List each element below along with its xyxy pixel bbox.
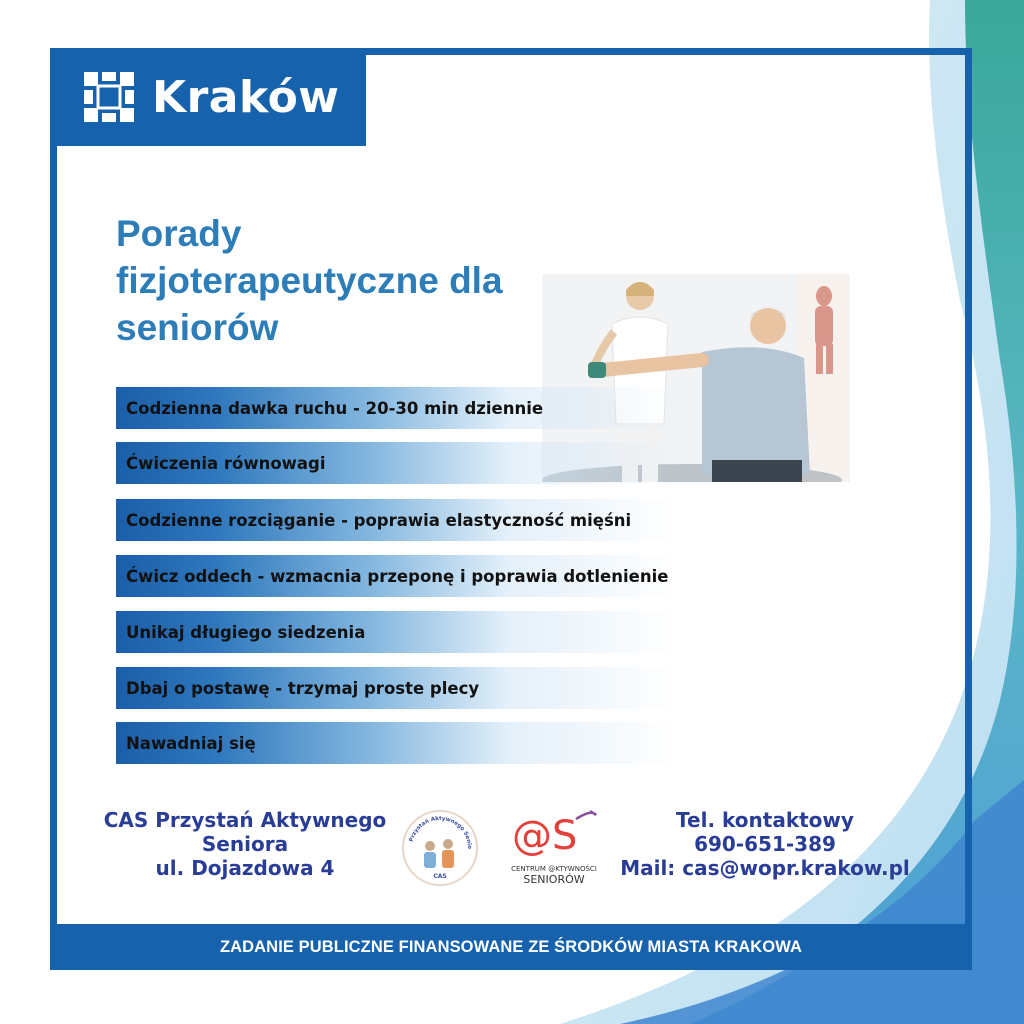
tip-label: Unikaj długiego siedzenia [126, 622, 366, 642]
tip-label: Codzienne rozciąganie - poprawia elastyczność mięśni [126, 510, 632, 530]
tip-item [116, 667, 676, 709]
address-line-2: Seniora [201, 832, 289, 856]
krakow-city-logo-icon [82, 70, 136, 124]
page-title [116, 210, 576, 351]
title-line-2: fizjoterapeutyczne dla [116, 260, 503, 301]
tip-item [116, 722, 676, 764]
contact-label: Tel. kontaktowy [676, 808, 854, 832]
tip-item [116, 387, 676, 429]
centrum-aktywnosci-logo [506, 805, 602, 893]
centrum-logo-mark: @S [512, 813, 578, 859]
address-line-1: CAS Przystań Aktywnego [103, 808, 387, 832]
tip-label: Ćwicz oddech - wzmacnia przeponę i poprawia dotlenienie [126, 566, 669, 586]
tip-item [116, 555, 676, 597]
cas-logo [400, 808, 480, 888]
title-line-3: seniorów [116, 307, 279, 348]
tip-item [116, 499, 676, 541]
tip-label: Dbaj o postawę - trzymaj proste plecy [126, 678, 480, 698]
tip-label: Nawadniaj się [126, 733, 256, 753]
contact-phone: 690-651-389 [694, 832, 836, 856]
cas-logo-label: CAS [433, 873, 447, 880]
funding-text: ZADANIE PUBLICZNE FINANSOWANE ZE ŚRODKÓW MIASTA KRAKOWA [219, 937, 803, 956]
funding-banner [50, 924, 972, 970]
cas-logo-arc-text: Przystań Aktywnego Senio [408, 815, 473, 850]
address-block [80, 808, 410, 880]
address-line-3: ul. Dojazdowa 4 [155, 856, 335, 880]
tip-item [116, 442, 676, 484]
title-line-1: Porady [116, 213, 242, 254]
krakow-logo-box [50, 48, 366, 146]
tip-label: Codzienna dawka ruchu - 20-30 min dziennie [126, 398, 544, 418]
tip-label: Ćwiczenia równowagi [126, 453, 326, 473]
centrum-logo-line-2: SENIORÓW [523, 873, 585, 886]
centrum-logo-line-1: CENTRUM @KTYWNOŚCI [511, 865, 597, 873]
contact-mail: Mail: cas@wopr.krakow.pl [620, 856, 910, 880]
tip-item [116, 611, 676, 653]
contact-block [600, 808, 930, 880]
logo-text: Kraków [152, 71, 340, 123]
